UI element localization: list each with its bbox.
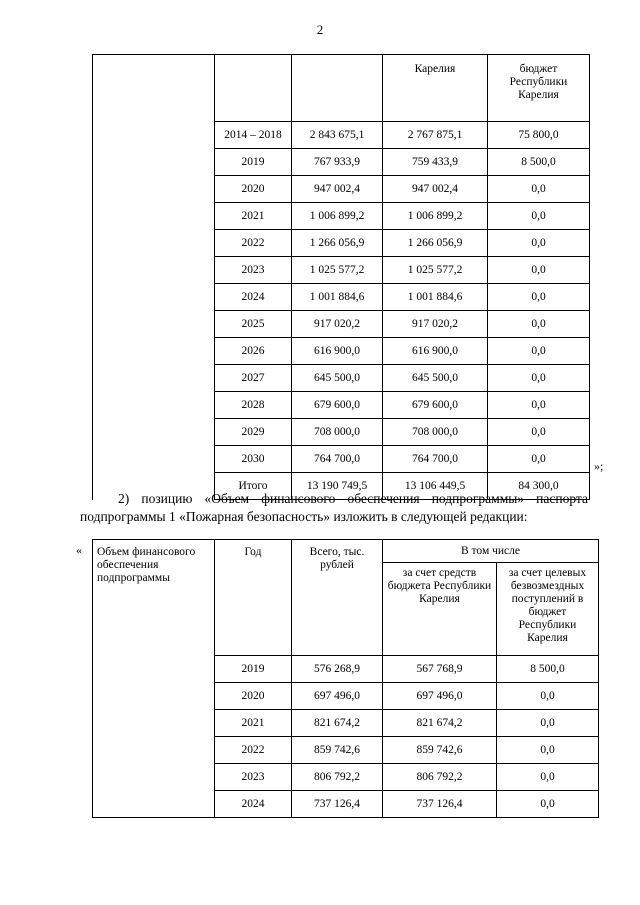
table-cell: 1 001 884,6 [292, 284, 383, 311]
table-cell: 2025 [215, 311, 292, 338]
subprogram-financing-table [92, 539, 599, 818]
label-cell: Объем финансового обеспечения подпрограммы [93, 540, 215, 818]
table-cell: 821 674,2 [383, 710, 497, 737]
year-header: Год [215, 540, 292, 656]
table-cell: 821 674,2 [292, 710, 383, 737]
header-cell: бюджет Республики Карелия [488, 55, 590, 122]
table-header-row [93, 55, 590, 122]
table-cell: 859 742,6 [292, 737, 383, 764]
table-cell: 1 001 884,6 [383, 284, 488, 311]
header-cell [292, 55, 383, 122]
table-cell: 84 300,0 [488, 473, 590, 500]
table-cell: 859 742,6 [383, 737, 497, 764]
table-cell: 708 000,0 [292, 419, 383, 446]
table-cell: 1 006 899,2 [383, 203, 488, 230]
table-cell: 764 700,0 [292, 446, 383, 473]
table-cell: 759 433,9 [383, 149, 488, 176]
table-cell: 1 006 899,2 [292, 203, 383, 230]
table-cell: 2028 [215, 392, 292, 419]
opening-quote: « [76, 543, 82, 557]
table-cell: 2024 [215, 284, 292, 311]
table-cell: 917 020,2 [383, 311, 488, 338]
table-cell: 0,0 [497, 737, 599, 764]
table-cell: 0,0 [497, 764, 599, 791]
table-cell: 576 268,9 [292, 656, 383, 683]
table-cell: 764 700,0 [383, 446, 488, 473]
table-cell: 737 126,4 [292, 791, 383, 818]
table-cell: 2022 [215, 230, 292, 257]
sub-header-budget: за счет средств бюджета Республики Карелия [383, 563, 497, 656]
table-cell: 1 025 577,2 [383, 257, 488, 284]
table-cell: 697 496,0 [292, 683, 383, 710]
table-cell: Итого [215, 473, 292, 500]
table-cell: 697 496,0 [383, 683, 497, 710]
table-cell: 0,0 [497, 710, 599, 737]
table-cell: 1 266 056,9 [292, 230, 383, 257]
table-cell: 2026 [215, 338, 292, 365]
table-cell: 0,0 [488, 446, 590, 473]
table-cell: 679 600,0 [292, 392, 383, 419]
table-cell: 2029 [215, 419, 292, 446]
group-header: В том числе [383, 540, 599, 563]
table-cell: 645 500,0 [292, 365, 383, 392]
table-cell: 0,0 [497, 791, 599, 818]
table-cell: 645 500,0 [383, 365, 488, 392]
table-cell: 806 792,2 [292, 764, 383, 791]
table-cell: 8 500,0 [497, 656, 599, 683]
table-cell: 2027 [215, 365, 292, 392]
header-cell [215, 55, 292, 122]
table-cell: 0,0 [488, 338, 590, 365]
label-cell-empty [93, 55, 215, 500]
closing-quote: »; [594, 459, 604, 473]
table-cell: 2020 [215, 683, 292, 710]
table-cell: 1 025 577,2 [292, 257, 383, 284]
table-cell: 917 020,2 [292, 311, 383, 338]
table-cell: 767 933,9 [292, 149, 383, 176]
table-cell: 567 768,9 [383, 656, 497, 683]
table-cell: 2023 [215, 764, 292, 791]
table-cell: 0,0 [488, 392, 590, 419]
header-cell: Карелия [383, 55, 488, 122]
amendment-paragraph: 2) позицию «Объем финансового обеспечения подпрограммы» паспорта подпрограммы 1 «Пожарная безопасность» изложить в следующей редакции: [80, 491, 588, 524]
table-cell: 947 002,4 [383, 176, 488, 203]
table-cell: 13 106 449,5 [383, 473, 488, 500]
table-cell: 2 843 675,1 [292, 122, 383, 149]
table-cell: 2019 [215, 656, 292, 683]
table-cell: 947 002,4 [292, 176, 383, 203]
table-cell: 2 767 875,1 [383, 122, 488, 149]
table-cell: 13 190 749,5 [292, 473, 383, 500]
table-cell: 75 800,0 [488, 122, 590, 149]
table-cell: 0,0 [488, 419, 590, 446]
table-cell: 2014 – 2018 [215, 122, 292, 149]
table-cell: 2021 [215, 203, 292, 230]
table-cell: 2023 [215, 257, 292, 284]
table-cell: 0,0 [488, 311, 590, 338]
table-cell: 616 900,0 [292, 338, 383, 365]
table-cell: 0,0 [488, 176, 590, 203]
table-cell: 1 266 056,9 [383, 230, 488, 257]
table-cell: 0,0 [488, 230, 590, 257]
table-cell: 8 500,0 [488, 149, 590, 176]
table-cell: 0,0 [488, 203, 590, 230]
table-cell: 0,0 [488, 365, 590, 392]
table-cell: 2020 [215, 176, 292, 203]
table-cell: 2030 [215, 446, 292, 473]
table-cell: 2021 [215, 710, 292, 737]
table-cell: 2024 [215, 791, 292, 818]
table-cell: 737 126,4 [383, 791, 497, 818]
table-cell: 679 600,0 [383, 392, 488, 419]
page-number: 2 [316, 22, 324, 37]
table-cell: 2022 [215, 737, 292, 764]
table-cell: 616 900,0 [383, 338, 488, 365]
table-cell: 2019 [215, 149, 292, 176]
table-cell: 0,0 [488, 257, 590, 284]
table-cell: 806 792,2 [383, 764, 497, 791]
table-cell: 0,0 [497, 683, 599, 710]
financing-table-continued [92, 54, 590, 500]
table-cell: 0,0 [488, 284, 590, 311]
total-header: Всего, тыс. рублей [292, 540, 383, 656]
sub-header-targeted: за счет целевых безвозмездных поступлений в бюджет Республики Карелия [497, 563, 599, 656]
table-cell: 708 000,0 [383, 419, 488, 446]
